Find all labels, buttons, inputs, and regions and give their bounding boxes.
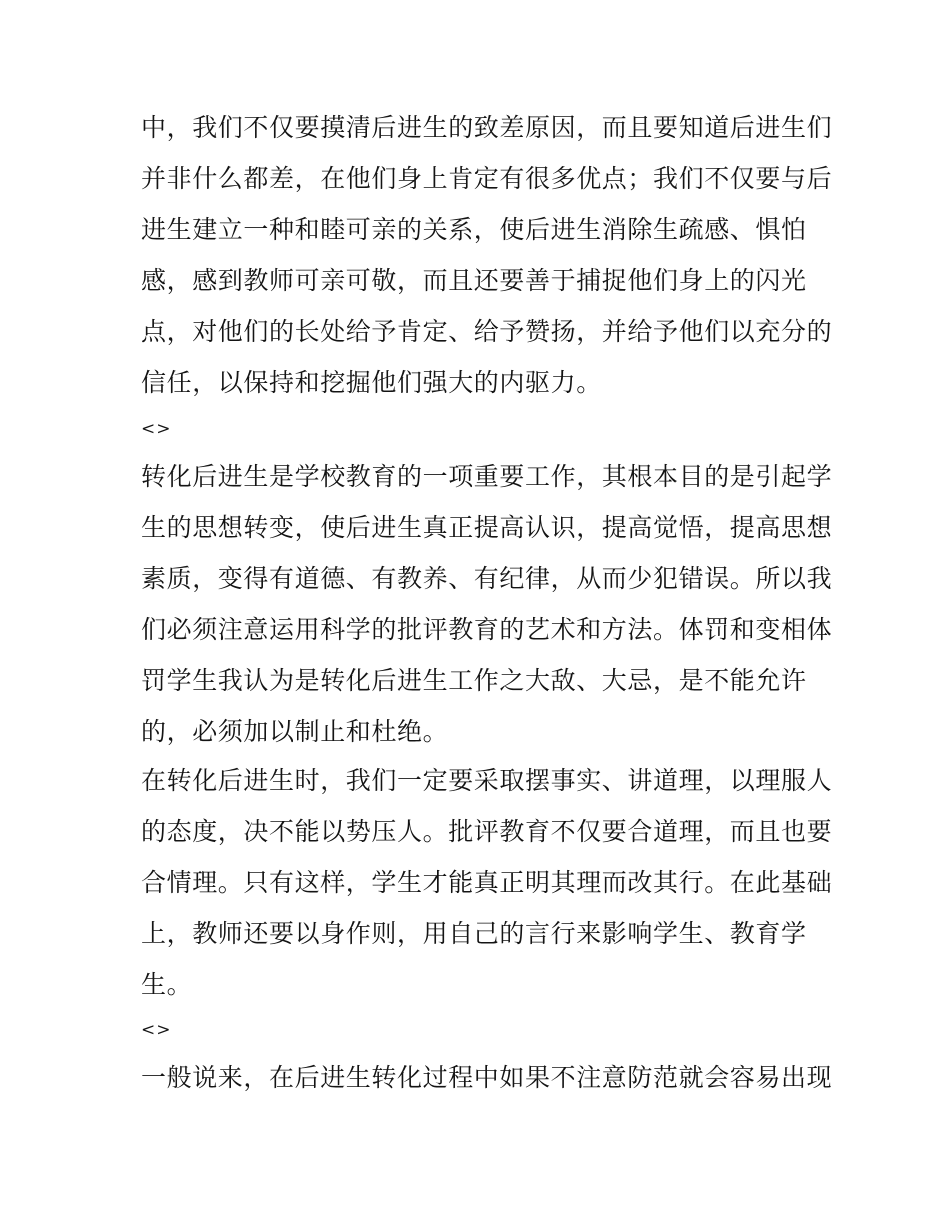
paragraph-line: 生。 [141, 970, 193, 999]
paragraph-line: 转化后进生是学校教育的一项重要工作，其根本目的是引起学 [141, 462, 833, 491]
paragraph-line: 罚学生我认为是转化后进生工作之大敌、大忌，是不能允许 [141, 666, 807, 695]
paragraph-line: 在转化后进生时，我们一定要采取摆事实、讲道理，以理服人 [141, 766, 833, 795]
paragraph-line: 的态度，决不能以势压人。批评教育不仅要合道理，而且也要 [141, 817, 833, 846]
paragraph-line: 中，我们不仅要摸清后进生的致差原因，而且要知道后进生们 [141, 113, 833, 142]
paragraph-line: 信任，以保持和挖掘他们强大的内驱力。 [141, 368, 602, 397]
paragraph-line: 的，必须加以制止和杜绝。 [141, 717, 449, 746]
paragraph-line: 感，感到教师可亲可敬，而且还要善于捕捉他们身上的闪光 [141, 266, 807, 295]
paragraph-line: 生的思想转变，使后进生真正提高认识，提高觉悟，提高思想 [141, 513, 833, 542]
paragraph-line: 一般说来，在后进生转化过程中如果不注意防范就会容易出现 [141, 1063, 833, 1092]
paragraph-line: 们必须注意运用科学的批评教育的艺术和方法。体罚和变相体 [141, 615, 833, 644]
paragraph-line: 进生建立一种和睦可亲的关系，使后进生消除生疏感、惧怕 [141, 215, 807, 244]
paragraph-line: 素质，变得有道德、有教养、有纪律，从而少犯错误。所以我 [141, 564, 833, 593]
section-separator: <> [141, 1020, 172, 1040]
paragraph-line: 并非什么都差，在他们身上肯定有很多优点；我们不仅要与后 [141, 164, 833, 193]
section-separator: <> [141, 419, 172, 439]
paragraph-line: 合情理。只有这样，学生才能真正明其理而改其行。在此基础 [141, 868, 833, 897]
paragraph-line: 点，对他们的长处给予肯定、给予赞扬，并给予他们以充分的 [141, 317, 833, 346]
paragraph-line: 上，教师还要以身作则，用自己的言行来影响学生、教育学 [141, 919, 807, 948]
